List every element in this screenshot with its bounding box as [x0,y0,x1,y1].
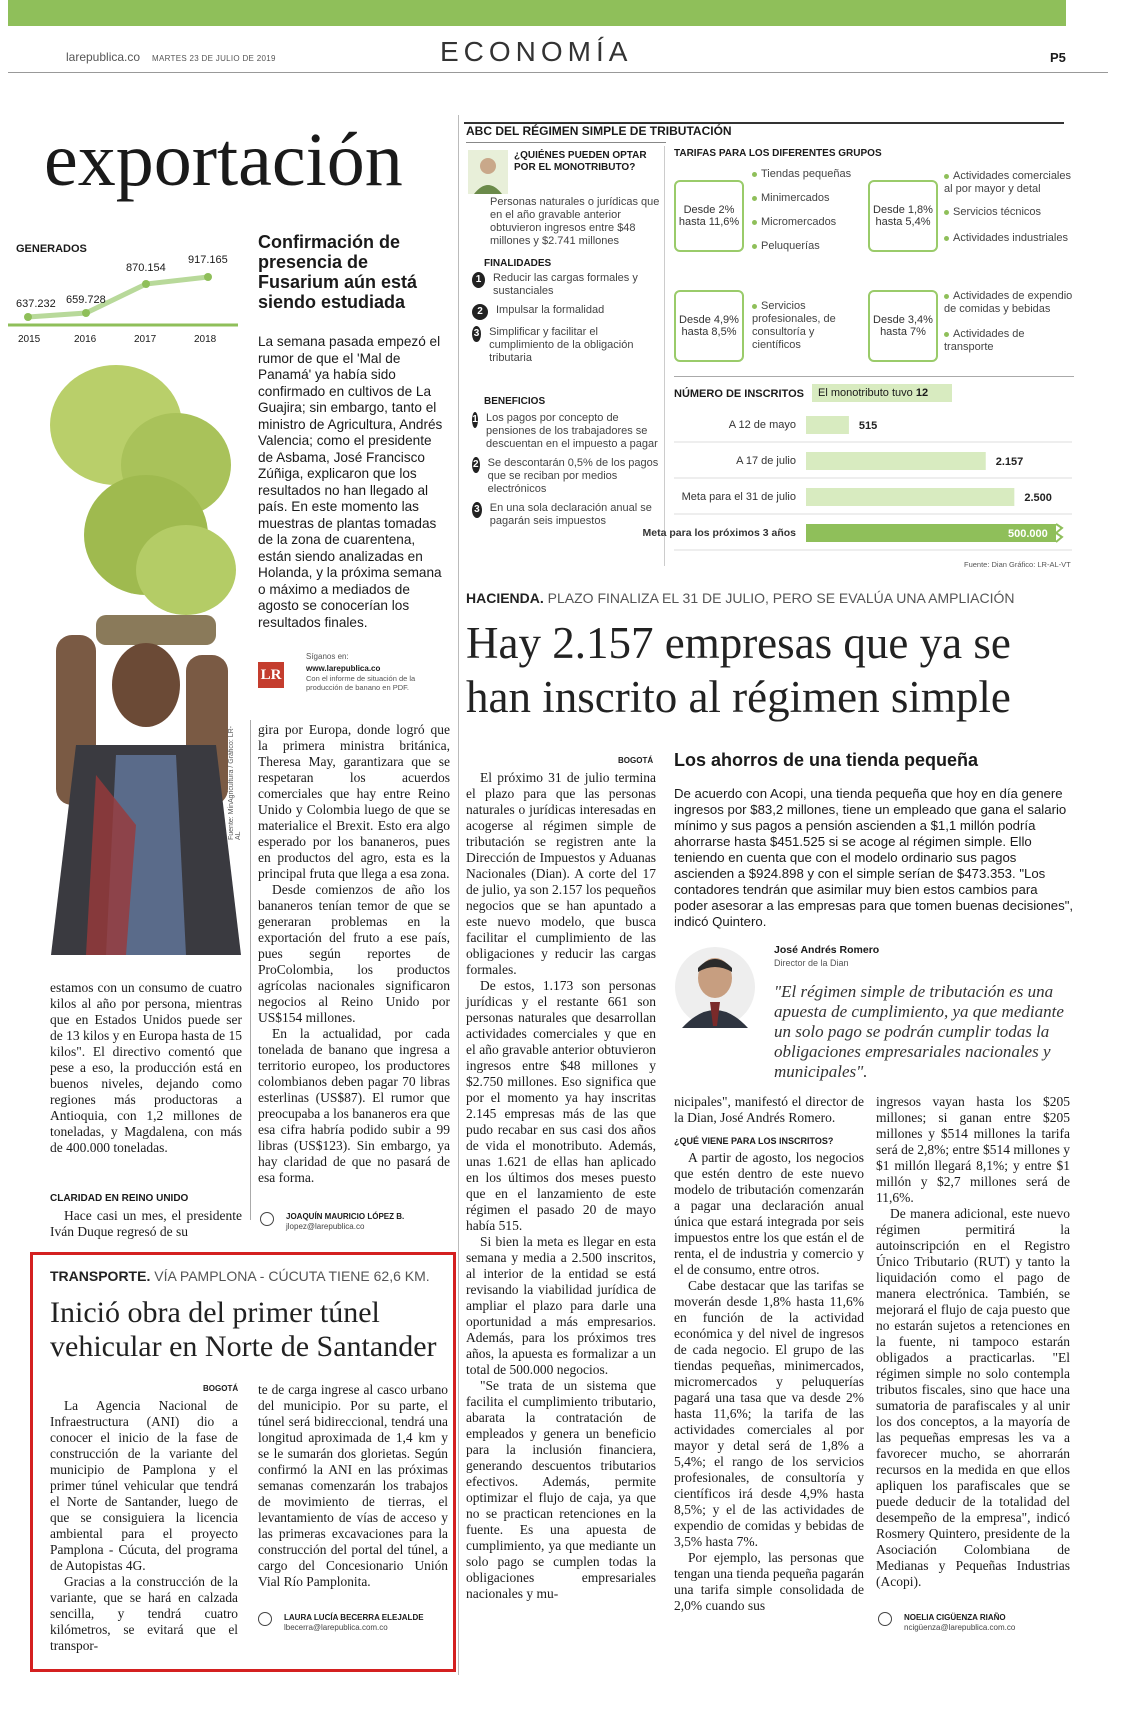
tarifa-items [752,168,860,252]
beneficio-item: En una sola declaración anual se pagarán seis impuestos [489,502,652,527]
subhead: ¿QUÉ VIENE PARA LOS INSCRITOS? [674,1136,834,1146]
beneficio-item: Los pagos por concepto de pensiones de los trabajadores se descuentan en el impuesto a pagar [485,412,658,450]
paragraph: Desde comienzos de año los bananeros tenían temor de que se generaran problemas en la exportación del fruto a ese país, pues según reportes de ProColombia, los productos agrícolas nacionales significaron negocios al Reino Unido por US$154 millones. [258,882,450,1025]
export-col-a: estamos con un consumo de cuatro kilos al año por persona, mientras que en Estados Unidos puede ser de 13 kilos y en Europa hasta de 15 kilos". El directivo comentó que pese a eso, la producción está en buenos niveles, dejando como regiones más productoras a Antioquia, con 1,2 millones de toneladas, y Magdalena, con más de 400.000 toneladas. [50,980,242,1155]
quote-role: Director de la Dian [774,958,849,968]
paragraph: Por ejemplo, las personas que tengan una tienda pequeña pagarán una tarifa simple consolidada de 2,0% cuando sus [674,1550,864,1613]
kicker-text: VÍA PAMPLONA - CÚCUTA TIENE 62,6 KM. [154,1268,430,1284]
paragraph: "Se trata de un sistema que facilita el cumplimiento tributario, abarata la contratación de empleados y genera un beneficio para la inclusión financiera, generando descuentos tributarios efectivos. Además, permite optimizar el flujo de caja, ya que no se practican retenciones en la fuente. Es una apuesta de cumplimiento, ya que mediante un solo pago se cumplen todas la obligaciones empresariales nacionales y mu- [466,1378,656,1601]
who-text: Personas naturales o jurídicas que en el año gravable anterior obtuvieron ingresos entre $48 millones y $2.741 millones [490,196,660,247]
num-1: 1 [472,412,478,428]
chart-line [28,277,208,317]
kicker-label: HACIENDA. [466,590,544,606]
inscritos-note [812,384,952,402]
main-col-3 [876,1094,1070,1590]
sidebar-title: Confirmación de presencia de Fusarium aún está siendo estudiada [258,232,418,312]
top-color-bar [8,0,1066,26]
tarifa-item: Actividades de transporte [944,328,1025,353]
follow-desc: Con el informe de situación de la producción de banano en PDF. [306,674,416,692]
export-col-b [258,722,450,1186]
tarifa-items [752,300,862,352]
photo-credit: Fuente: MinAgricultura / Gráfico: LR-AL [228,726,242,840]
column-divider [250,720,251,1220]
chart-label: 870.154 [126,262,166,274]
tarifa-range-box: Desde 2% hasta 11,6% [674,180,744,252]
paragraph: Gracias a la construcción de la variante, que se hará en calzada sencilla, y tendrá cuatro kilómetros, se evitará que el transpor- [50,1574,238,1653]
divider [664,146,665,566]
transport-col-2: te de carga ingrese al casco urbano del municipio. Por su parte, el túnel será bidireccional, tendrá una longitud aproximada de 1,4 km y se le sumarán dos glorietas. Según confirmó la ANI en las próximas semanas comenzarán los trabajos de movimiento de tierras, el levantamiento de vías de acceso y las primeras excavaciones para la construcción del portal del túnel, a cargo del Concesionario Unión Vial Río Pamplonita. [258,1382,448,1589]
note-number: 12 [915,387,929,399]
author-email[interactable]: jlopez@larepublica.co [286,1222,365,1231]
tarifa-item: Servicios profesionales, de consultoría y científicos [752,300,836,351]
finalidad-item: Impulsar la formalidad [496,304,605,316]
num-2: 2 [472,457,480,473]
tarifa-item: Minimercados [761,192,830,204]
bar-category-label: Meta para los próximos 3 años [642,527,796,539]
follow-label: Síganos en: [306,652,349,661]
header-rule [8,72,1108,73]
num-3: 3 [472,326,481,342]
chart-label: 637.232 [16,298,56,310]
bar [806,488,1014,506]
bar [806,452,986,470]
tarifa-items [944,290,1076,354]
bar-category-label: Meta para el 31 de julio [681,491,796,503]
bar-value-label: 2.500 [1024,492,1052,504]
transport-kicker [50,1268,430,1284]
main-headline: Hay 2.157 empresas que ya se han inscrito al régimen simple [466,618,1011,722]
tarifa-item: Actividades industriales [953,232,1068,244]
romero-portrait [674,946,756,1028]
tarifa-items [944,170,1076,244]
paragraph: El próximo 31 de julio termina el plazo para que las personas naturales o jurídicas interesadas en acogerse al régimen simple de tributación se registren ante la Dirección de Impuestos y Aduanas Nacionales (Dian). A corte del 17 de julio, ya son 2.157 los pequeños negocios que se han apuntado a este nuevo modelo, que busca facilitar el cumplimiento de las obligaciones y reducir las cargas formales. [466,770,656,977]
page-number: P5 [1050,50,1066,65]
transport-col-1 [50,1398,238,1654]
bar [806,416,849,434]
tarifa-item: Servicios técnicos [953,206,1042,218]
inscritos-title: NÚMERO DE INSCRITOS [674,388,804,400]
infographic-source: Fuente: Dian Gráfico: LR-AL-VT [964,560,1071,569]
chart-label: 917.165 [188,254,228,266]
bar-value-label: 515 [858,420,878,432]
author-name: LAURA LUCÍA BECERRA ELEJALDE [284,1613,424,1622]
lr-logo: LR [258,662,284,688]
finalidades-list [472,272,662,365]
num-2: 2 [472,304,488,320]
paragraph: gira por Europa, donde logró que la primera ministra británica, Theresa May, garantizara que se respetaran los acuerdos comerciales que hay entre Reino Unido y Colombia luego de que se materialice el Brexit. Esto era algo esperado por los bananeros, pues en productos del agro, esta es la principal fruta que llega a esa zona. [258,722,450,881]
tarifa-item: Peluquerías [761,240,820,252]
sidebar-body: La semana pasada empezó el rumor de que el 'Mal de Panamá' ya había sido confirmado en cultivos de La Guajira; sin embargo, tanto el ministro de Agricultura, Andrés Valencia; como el presidente de Asbama, José Francisco Zúñiga, explicaron que los resultados no han llegado al país. En este momento las muestras de plantas tomadas de la zona de cuarentena, están siendo analizadas en Holanda, y la próxima semana o máximo a mediados de agosto se conocerían los resultados finales. [258,334,443,630]
author-email[interactable]: lbecerra@larepublica.com.co [284,1623,388,1632]
bar-break-mark [1056,524,1062,542]
chart-year: 2015 [18,334,41,345]
infographic-title: ABC DEL RÉGIMEN SIMPLE DE TRIBUTACIÓN [466,124,732,138]
chart-point [204,273,212,281]
chart-point [24,313,32,321]
chart-point [82,309,90,317]
bar-category-label: A 17 de julio [736,455,796,467]
main-column-divider [458,115,459,1675]
num-3: 3 [472,502,482,518]
bar-category-label: A 12 de mayo [728,419,796,431]
box-title: Los ahorros de una tienda pequeña [674,750,979,770]
author-email[interactable]: ncigüenza@larepublica.com.co [904,1623,1016,1632]
author-icon [258,1612,272,1626]
banana-farmer-photo [36,355,244,955]
dateline: BOGOTÁ [618,756,654,765]
subhead: CLARIDAD EN REINO UNIDO [50,1193,189,1204]
paragraph: En la actualidad, por cada tonelada de banano que ingresa a territorio europeo, los productores colombianos deben pagar 70 libras esterlinas (US$87). El rumor que preocupaba a los bananeros era que esa cifra habría podido subir a 99 libras (US$123). Sin embargo, ya hay claridad de que no pasará de esa forma. [258,1026,450,1185]
tarifas-title: TARIFAS PARA LOS DIFERENTES GRUPOS [674,148,882,159]
paragraph: Cabe destacar que las tarifas se moverán desde 1,8% hasta 11,6% en función de la actividad económica y del nivel de ingresos de cada negocio. El grupo de las tiendas pequeñas, minimercados, micromercados y peluquerías pagará una tasa que va desde 2% hasta 11,6%; la tarifa de las actividades comerciales al por mayor y detal será de 1,8% a 5,4%; el rango de los servicios profesionales, de consultoría y científicos irá desde 4,9% hasta 8,5%; y el de las actividades de expendio de comidas y bebidas de 3,5% hasta 7%. [674,1278,864,1549]
chart-point [142,280,150,288]
main-col-2 [674,1150,864,1614]
inscritos-chart [642,406,1078,566]
bar-value-label: 500.000 [1008,528,1048,540]
kicker-label: TRANSPORTE. [50,1268,151,1284]
num-1: 1 [472,272,485,288]
main-col-2-start: nicipales", manifestó el director de la Dian, José Andrés Romero. [674,1094,864,1125]
chart-year: 2016 [74,334,97,345]
finalidad-item: Reducir las cargas formales y sustanciales [492,272,638,297]
main-col-1 [466,770,656,1602]
kicker-text: PLAZO FINALIZA EL 31 DE JULIO, PERO SE EVALÚA UNA AMPLIACIÓN [547,590,1015,606]
export-headline: exportación [44,118,403,202]
paragraph: La Agencia Nacional de Infraestructura (ANI) dio a conocer el inicio de la fase de construcción de la variante del municipio de Pamplona y el primer túnel vehicular que tendrá el Norte de Santander, luego de que se consiguiera la licencia ambiental para el proyecto Pamplona - Cúcuta, del programa de Autopistas 4G. [50,1398,238,1573]
follow-link[interactable]: www.larepublica.co [306,664,381,673]
tarifa-range-box: Desde 4,9% hasta 8,5% [674,290,744,362]
paragraph: De estos, 1.173 son personas jurídicas y el restante 661 son personas naturales que desarrollan actividades comerciales y que en el año gravable anterior obtuvieron ingresos entre $48 millones y $2.750 millones. Eso significa que por el momento ya hay inscritas 2.145 empresas más de las que pudo recabar en sus casi dos años de vida el monotributo. Además, unas 1.621 de ellas han aplicado en los últimos dos meses puesto que en el lanzamiento de este régimen el pasado 20 de mayo había 515. [466,978,656,1233]
who-title: ¿QUIÉNES PUEDEN OPTAR POR EL MONOTRIBUTO? [514,150,647,173]
dateline: BOGOTÁ [203,1384,239,1393]
beneficios-list [472,412,662,528]
site-name: larepublica.co [66,50,141,64]
chart-year: 2017 [134,334,157,345]
author-name: NOELIA CIGÜENZA RIAÑO [904,1613,1006,1622]
tarifa-item: Tiendas pequeñas [761,168,852,180]
quote-name: José Andrés Romero [774,944,880,956]
bar-value-label: 2.157 [995,456,1024,468]
section-title: ECONOMÍA [440,36,633,67]
chart-year: 2018 [194,334,217,345]
transport-headline: Inició obra del primer túnel vehicular en Norte de Santander [50,1296,437,1363]
chart-label: 659.728 [66,294,106,306]
person-icon [468,150,508,194]
beneficio-item: Se descontarán 0,5% de los pagos que se reciban por medios electrónicos [487,457,659,495]
tarifa-item: Micromercados [761,216,837,228]
chart-title: GENERADOS [16,243,87,255]
issue-date: MARTES 23 DE JULIO DE 2019 [152,54,276,63]
author-name: JOAQUÍN MAURICIO LÓPEZ B. [286,1212,405,1221]
pull-quote: "El régimen simple de tributación es una apuesta de cumplimiento, ya que mediante un solo pago se podrán cumplir todas la obligaciones empresariales nacionales y municipales". [774,982,1064,1081]
tarifa-range-box: Desde 3,4% hasta 7% [868,290,938,362]
beneficios-title: BENEFICIOS [484,396,546,407]
box-text: De acuerdo con Acopi, una tienda pequeña que hoy en día genere ingresos por $83,2 millones, tiene un empleado que gana el salario mínimo y sus pagos a pensión ascienden a $1,1 millón podría ahorrarse hasta $451.525 si se acoge al régimen simple. Ello teniendo en cuenta que con el modelo ordinario sus pagos ascienden a $924.898 y con el simple serían de $473.353. "Los contadores tendrán que asimilar muy bien estos cambios para poder asesorar a las empresas para que tomen buenas decisiones", indicó Quintero. [674,786,1074,929]
export-col-a-end: Hace casi un mes, el presidente Iván Duque regresó de su [50,1208,242,1239]
paragraph: De manera adicional, este nuevo régimen permitirá la autoinscripción en el Registro Único Tributario (RUT) y tanto la liquidación como el pago de manera electrónica. También, se mejorará el flujo de caja puesto que no estarán sujetos a retenciones en la fuente, ni tampoco estarán obligados a practicarlas. "El régimen simple no solo contempla tributos fiscales, sino que hace una sumatoria de parafiscales y al unir los dos conceptos, a la mayoría de las pequeñas empresas les va a favorecer mucho, se ahorrarán recursos en la medida en que ellos apliquen los parafiscales que se puede deducir de la totalidad del desempeño de la empresa", indicó Rosmery Quintero, presidente de la Asociación Colombiana de Medianas y Pequeñas Industrias (Acopi). [876,1206,1070,1589]
finalidades-title: FINALIDADES [484,258,552,269]
note-text: El monotributo tuvo [818,387,913,399]
tarifa-range-box: Desde 1,8% hasta 5,4% [868,180,938,252]
tarifa-item: Actividades de expendio de comidas y bebidas [944,290,1073,315]
divider [674,376,1074,377]
paragraph: ingresos vayan hasta los $205 millones; si ganan entre $205 millones y $514 millones la tarifa será de 2,8%; entre $514 millones y $1 millón llegará 8,1%; y entre $1 millón y $2,7 millones será de 11,6%. [876,1094,1070,1205]
paragraph: Si bien la meta es llegar en esta semana y media a 2.500 inscritos, al interior de la entidad se está revisando la viabilidad jurídica de ampliar el plazo para darle una oportunidad a más empresarios. Además, para los próximos tres años, la apuesta es formalizar a un total de 500.000 negocios. [466,1234,656,1377]
author-icon [260,1212,274,1226]
main-kicker [466,590,1015,606]
tarifa-item: Actividades comerciales al por mayor y detal [944,170,1071,195]
finalidad-item: Simplificar y facilitar el cumplimiento de la obligación tributaria [489,326,634,364]
paragraph: A partir de agosto, los negocios que estén dentro de este nuevo modelo de tributación comenzarán a pagar una declaración anual única que estará integrada por seis impuestos entre los que están el de renta, el de industria y comercio y el de consumo, entre otros. [674,1150,864,1277]
divider [466,142,666,143]
author-icon [878,1612,892,1626]
